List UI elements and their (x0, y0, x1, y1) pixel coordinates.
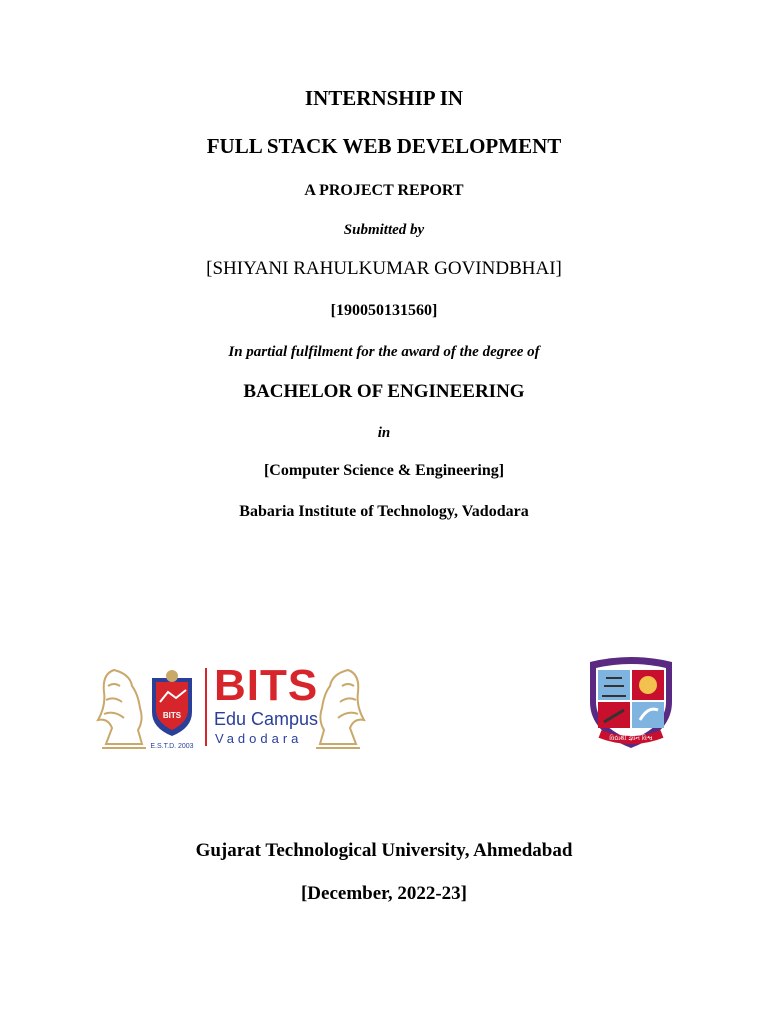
title-line-1: INTERNSHIP IN (304, 86, 464, 110)
bits-edu-campus-logo (94, 656, 368, 752)
report-type: A PROJECT REPORT (304, 182, 464, 199)
bits-divider (205, 668, 207, 746)
in-text: in (377, 425, 391, 441)
bits-seal-icon (150, 670, 193, 750)
branch-name: [Computer Science & Engineering] (263, 462, 505, 479)
student-name: [SHIYANI RAHULKUMAR GOVINDBHAI] (206, 258, 562, 279)
submitted-by-label: Submitted by (343, 222, 425, 238)
partial-fulfilment-text: In partial fulfilment for the award of the degree of (228, 344, 540, 360)
gtu-motto-text: વિદ્યાર્થી જ્ઞાન વિશ્વ (609, 735, 653, 742)
left-lion-icon (98, 670, 146, 748)
gtu-crest-icon (586, 656, 676, 750)
enrollment-number: [190050131560] (330, 302, 438, 319)
bits-logo-title: BITS (214, 661, 319, 710)
bits-seal-text: BITS (162, 711, 182, 720)
right-lion-icon (316, 670, 364, 748)
institute-name: Babaria Institute of Technology, Vadodara (239, 503, 529, 520)
university-name: Gujarat Technological University, Ahmedabad (195, 840, 573, 861)
academic-date: [December, 2022-23] (300, 883, 468, 904)
bits-logo-location: Vadodara (215, 731, 303, 746)
bits-estd-text: E.S.T.D. 2003 (150, 743, 194, 750)
title-line-2: FULL STACK WEB DEVELOPMENT (206, 134, 562, 158)
degree-name: BACHELOR OF ENGINEERING (243, 381, 525, 402)
bits-logo-subtitle: Edu Campus (214, 709, 319, 729)
